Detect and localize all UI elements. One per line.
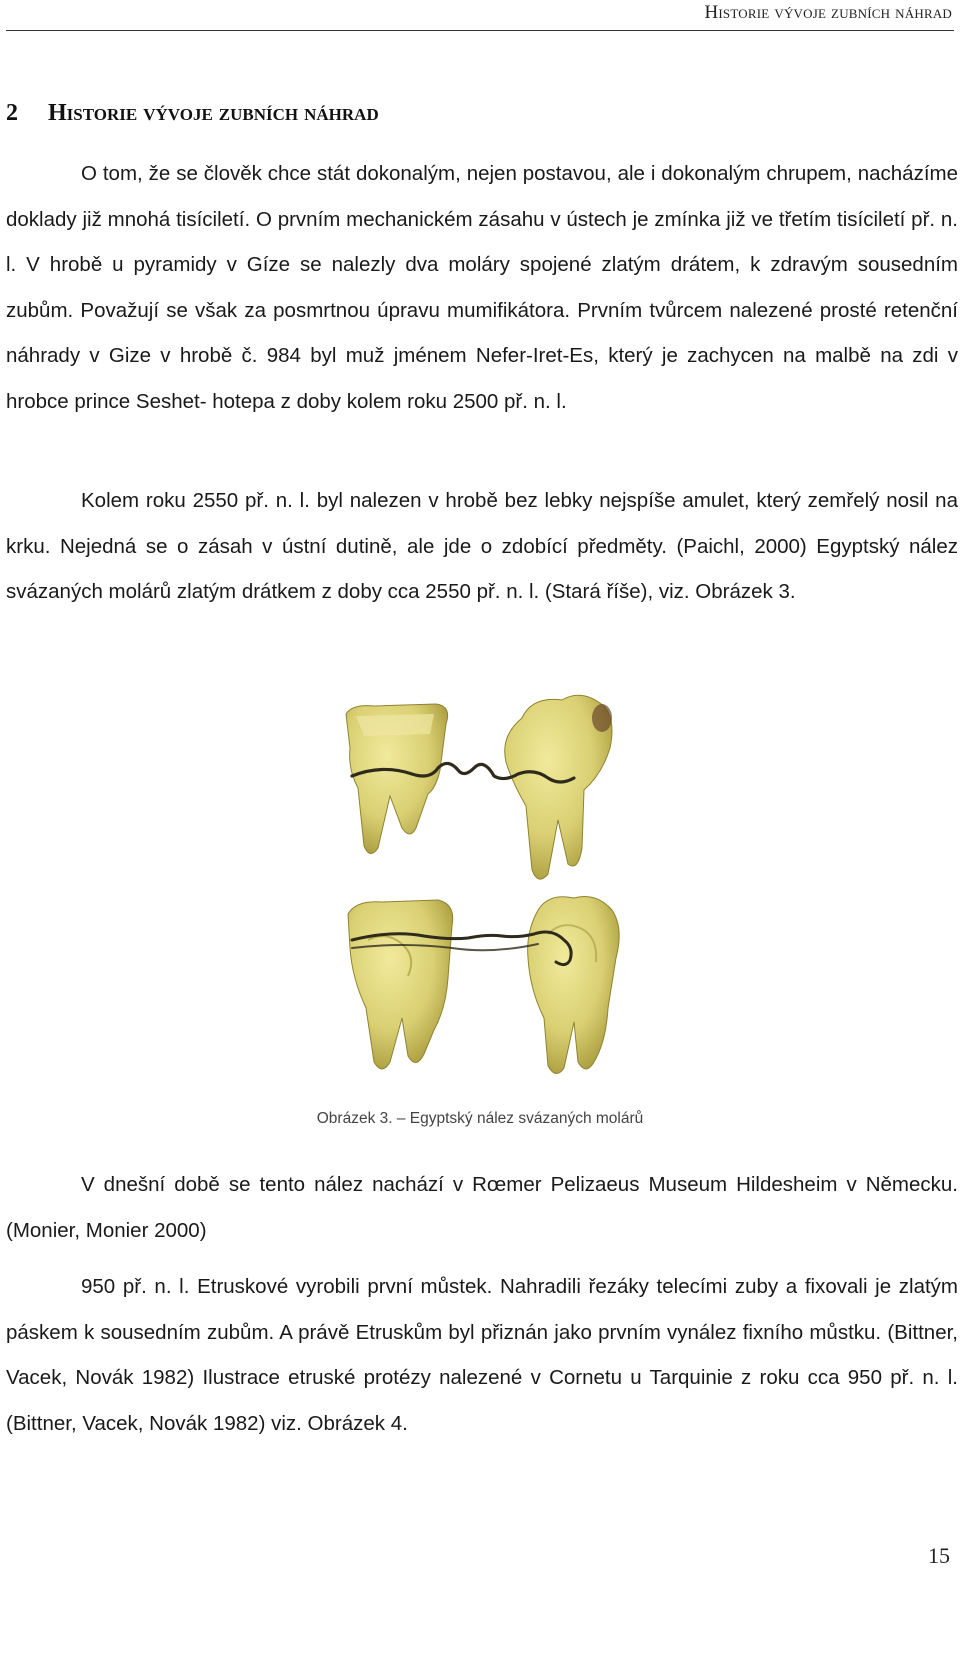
chapter-number: 2 [6, 100, 18, 126]
paragraph-2: Kolem roku 2550 př. n. l. byl nalezen v hrobě bez lebky nejspíše amulet, který zemřelý nosil na krku. Nejedná se o zásah v ústní dutině, ale jde o zdobící předměty. (Paichl, 2000) Egyptský nález svázaných molárů zlatým drátkem z doby cca 2550 př. n. l. (Stará říše), viz. Obrázek 3. [6, 489, 958, 603]
chapter-heading [6, 100, 379, 127]
figure-bound-molars [312, 678, 672, 1078]
lower-molar-left [348, 900, 453, 1069]
header-rule [6, 30, 954, 31]
lower-molar-right [528, 897, 620, 1074]
figure-caption: Obrázek 3. – Egyptský nález svázaných molárů [316, 1110, 644, 1127]
upper-molar-right [505, 695, 612, 879]
running-header: Historie vývoje zubních náhrad [704, 2, 952, 23]
paragraph-3: V dnešní době se tento nález nachází v Rœmer Pelizaeus Museum Hildesheim v Německu. (Monier, Monier 2000) [6, 1173, 958, 1242]
page-number: 15 [928, 1543, 950, 1568]
chapter-title: Historie vývoje zubních náhrad [48, 100, 379, 126]
paragraph-1: O tom, že se člověk chce stát dokonalým, nejen postavou, ale i dokonalým chrupem, nacházíme doklady již mnohá tisíciletí. O prvním mechanickém zásahu v ústech je zmínka již ve třetím tisíciletí př. n. l. V hrobě u pyramidy v Gíze se nalezly dva moláry spojené zlatým drátem, k zdravým sousedním zubům. Považují se však za posmrtnou úpravu mumifikátora. Prvním tvůrcem nalezené prosté retenční náhrady v Gize v hrobě č. 984 byl muž jménem Nefer-Iret-Es, který je zachycen na malbě na zdi v hrobce prince Seshet- hotepa z doby kolem roku 2500 př. n. l. [6, 162, 958, 413]
paragraph-4: 950 př. n. l. Etruskové vyrobili první můstek. Nahradili řezáky telecími zuby a fixovali je zlatým páskem k sousedním zubům. A právě Etruskům byl přiznán jako prvním vynález fixního můstku. (Bittner, Vacek, Novák 1982) Ilustrace etruské protézy nalezené v Cornetu u Tarquinie z roku cca 950 př. n. l. (Bittner, Vacek, Novák 1982) viz. Obrázek 4. [6, 1275, 958, 1435]
upper-molar-left [346, 704, 448, 854]
